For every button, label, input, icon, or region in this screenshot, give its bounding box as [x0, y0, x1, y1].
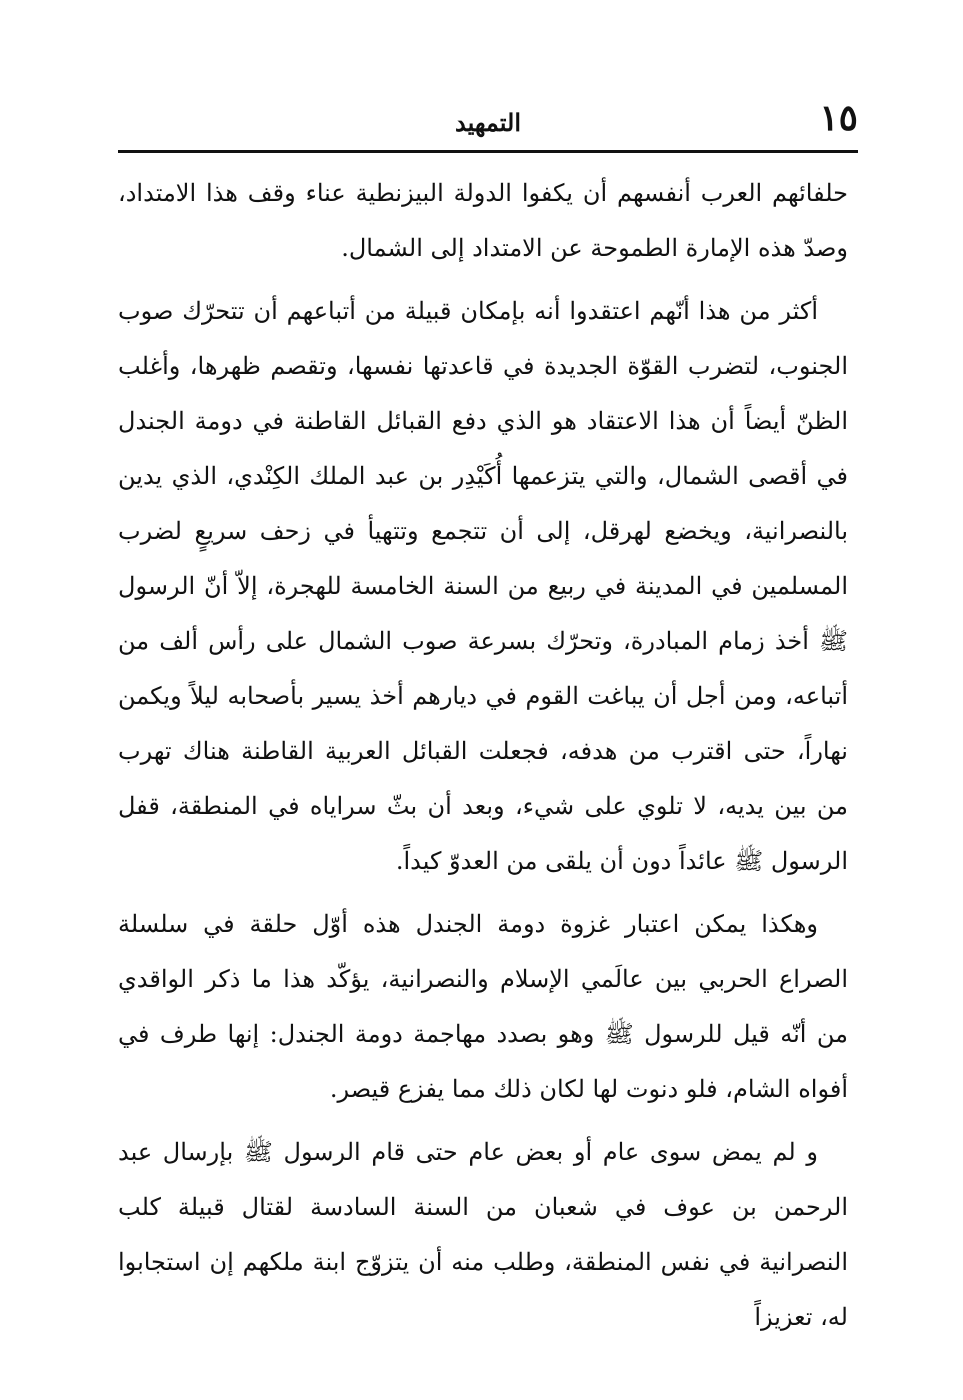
body-text: [118, 166, 848, 1345]
paragraph-2: أكثر من هذا أنّهم اعتقدوا أنه بإمكان قبيلة من أتباعهم أن تتحرّك صوب الجنوب، لتضرب القوّة الجديدة في قاعدتها نفسها، وتقصم ظهرها، وأغلب الظنّ أيضاً أن هذا الاعتقاد هو الذي دفع القبائل القاطنة في دومة الجندل في أقصى الشمال، والتي يتزعمها أُكَيْدِر بن عبد الملك الكِنْدي، الذي يدين بالنصرانية، ويخضع لهرقل، إلى أن تتجمع وتتهيأ في زحف سريعٍ لضرب المسلمين في المدينة في ربيع من السنة الخامسة للهجرة، إلاّ أنّ الرسول ﷺ أخذ زمام المبادرة، وتحرّك بسرعة صوب الشمال على رأس ألف من أتباعه، ومن أجل أن يباغت القوم في ديارهم أخذ يسير بأصحابه ليلاً ويكمن نهاراً، حتى اقترب من هدفه، فجعلت القبائل العربية القاطنة هناك تهرب من بين يديه، لا تلوي على شيء، وبعد أن بثّ سراياه في المنطقة، قفل الرسول ﷺ عائداً دون أن يلقى من العدوّ كيداً.: [118, 297, 848, 875]
header-rule: [118, 150, 858, 153]
running-title: التمهيد: [455, 108, 521, 137]
paragraph-1: حلفائهم العرب أنفسهم أن يكفوا الدولة البيزنطية عناء وقف هذا الامتداد، وصدّ هذه الإمارة الطموحة عن الامتداد إلى الشمال.: [118, 179, 848, 262]
page-header: [118, 96, 858, 150]
page-number: ١٥: [819, 97, 858, 139]
paragraph-4: و لم يمض سوى عام أو بعض عام حتى قام الرسول ﷺ بإرسال عبد الرحمن بن عوف في شعبان من السنة السادسة لقتال قبيلة كلب النصرانية في نفس المنطقة، وطلب منه أن يتزوّج ابنة ملكهم إن استجابوا له، تعزيزاً: [118, 1138, 849, 1331]
paragraph-3: وهكذا يمكن اعتبار غزوة دومة الجندل هذه أوّل حلقة في سلسلة الصراع الحربي بين عالَمي الإسلام والنصرانية، يؤكّد هذا ما ذكر الواقدي من أنّه قيل للرسول ﷺ وهو بصدد مهاجمة دومة الجندل: إنها طرف في أفواه الشام، فلو دنوت لها لكان ذلك مما يفزع قيصر.: [118, 910, 848, 1103]
